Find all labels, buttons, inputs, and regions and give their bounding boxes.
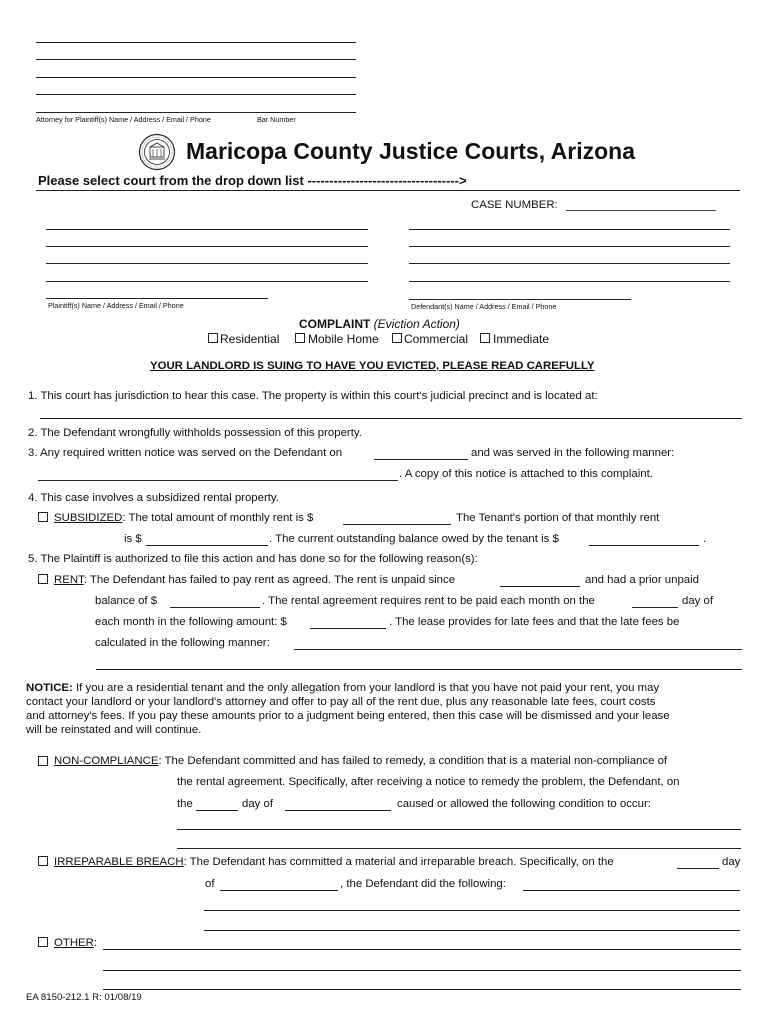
breach-detail-field-2[interactable] (204, 930, 740, 931)
monthly-amount-text: each month in the following amount: $ (95, 616, 287, 628)
breach-detail-field-1[interactable] (204, 910, 740, 911)
plaintiff-line-2[interactable] (46, 246, 368, 247)
non-compliance-label: NON-COMPLIANCE (54, 755, 159, 767)
non-compliance-day-of: day of (242, 798, 274, 810)
item-3-text: 3. Any required written notice was served on the Defendant on (28, 447, 343, 459)
other-field-2[interactable] (103, 970, 741, 971)
mobile-home-label: Mobile Home (308, 332, 379, 346)
attorney-line-4[interactable] (36, 94, 356, 95)
other-colon: : (93, 937, 98, 949)
case-number-field[interactable] (566, 210, 716, 211)
breach-day-field[interactable] (677, 868, 719, 869)
non-compliance-condition-field-2[interactable] (177, 848, 741, 849)
subsidized-label: SUBSIDIZED (54, 512, 123, 524)
notice-line-4: will be reinstated and will continue. (26, 724, 202, 736)
commercial-checkbox[interactable] (392, 333, 402, 343)
tenant-portion-field[interactable] (146, 545, 268, 546)
balance-owed-field[interactable] (589, 545, 699, 546)
non-compliance-month-field[interactable] (285, 810, 391, 811)
rent-unpaid-since-field[interactable] (500, 586, 580, 587)
breach-day-label: day (722, 856, 741, 868)
item-3-attached-text: . A copy of this notice is attached to this complaint. (399, 468, 653, 480)
residential-label: Residential (220, 332, 280, 346)
rent-checkbox[interactable] (38, 574, 48, 584)
other-label: OTHER (54, 937, 94, 949)
late-fees-calc-field-2[interactable] (96, 669, 742, 670)
day-of-text: day of (682, 595, 714, 607)
form-footer-code: EA 8150-212.1 R: 01/08/19 (26, 992, 142, 1003)
non-compliance-text: : The Defendant committed and has failed to remedy, a condition that is a material non-compliance of (158, 755, 668, 767)
non-compliance-line-1 (54, 754, 667, 768)
breach-month-field[interactable] (220, 890, 338, 891)
county-seal-icon (138, 133, 176, 171)
item-1-text: 1. This court has jurisdiction to hear this case. The property is within this court's judicial precinct and is located at: (28, 390, 598, 402)
subsidized-line-1 (54, 511, 313, 525)
tenant-portion-is: is $ (124, 533, 142, 545)
attorney-line-3[interactable] (36, 77, 356, 78)
complaint-subtitle: (Eviction Action) (373, 317, 460, 331)
attorney-line-2[interactable] (36, 59, 356, 60)
defendant-line-2[interactable] (409, 246, 730, 247)
commercial-label: Commercial (404, 332, 469, 346)
irreparable-breach-label: IRREPARABLE BREACH (54, 856, 184, 868)
eviction-warning: YOUR LANDLORD IS SUING TO HAVE YOU EVICTED, PLEASE READ CAREFULLY (150, 360, 595, 372)
plaintiff-line-3[interactable] (46, 263, 368, 264)
property-location-field[interactable] (40, 418, 742, 419)
rent-unpaid-text: : The Defendant has failed to pay rent as agreed. The rent is unpaid since (83, 574, 456, 586)
plaintiff-label: Plaintiff(s) Name / Address / Email / Phone (48, 301, 184, 310)
breach-of-label: of (205, 878, 215, 890)
balance-of-text: balance of $ (95, 595, 158, 607)
late-fees-calc-text: calculated in the following manner: (95, 637, 270, 649)
attorney-line-1[interactable] (36, 42, 356, 43)
attorney-label: Attorney for Plaintiff(s) Name / Address / Email / Phone (36, 115, 211, 124)
item-3-manner-text: and was served in the following manner: (471, 447, 675, 459)
rent-label: RENT (54, 574, 84, 586)
notice-text-1: If you are a residential tenant and the only allegation from your landlord is that you have not paid your rent, you may (76, 682, 660, 694)
non-compliance-day-field[interactable] (196, 810, 238, 811)
item-4-text: 4. This case involves a subsidized rental property. (28, 492, 279, 504)
plaintiff-line-5[interactable] (46, 298, 268, 299)
breach-did-following: , the Defendant did the following: (340, 878, 506, 890)
tenant-portion-text: The Tenant's portion of that monthly rent (456, 512, 660, 524)
late-fees-text: . The lease provides for late fees and that the late fees be (389, 616, 680, 628)
non-compliance-condition-field-1[interactable] (177, 829, 741, 830)
complaint-title (299, 317, 460, 331)
court-title: Maricopa County Justice Courts, Arizona (186, 138, 635, 164)
other-field-1[interactable] (103, 949, 741, 950)
other-checkbox[interactable] (38, 937, 48, 947)
plaintiff-line-4[interactable] (46, 281, 368, 282)
breach-following-field[interactable] (523, 890, 740, 891)
case-number-label: CASE NUMBER: (471, 199, 558, 211)
non-compliance-condition-text: caused or allowed the following condition to occur: (397, 798, 651, 810)
mobile-home-checkbox[interactable] (295, 333, 305, 343)
rent-line-1 (54, 573, 455, 587)
defendant-label: Defendant(s) Name / Address / Email / Phone (411, 302, 557, 311)
notice-served-date-field[interactable] (374, 459, 468, 460)
notice-line-1 (26, 681, 659, 695)
irreparable-breach-text: : The Defendant has committed a material and irreparable breach. Specifically, on the (183, 856, 614, 868)
notice-manner-field[interactable] (38, 480, 398, 481)
notice-line-3: and attorney's fees. If you pay these amounts prior to a judgment being entered, then this case will be dismissed and your lease (26, 710, 670, 722)
other-line (54, 936, 97, 950)
prior-balance-field[interactable] (170, 607, 260, 608)
item-5-text: 5. The Plaintiff is authorized to file this action and has done so for the following reason(s): (28, 553, 478, 565)
complaint-title-text: COMPLAINT (299, 317, 371, 331)
immediate-label: Immediate (493, 332, 550, 346)
balance-owed-period: . (703, 533, 707, 545)
residential-checkbox[interactable] (208, 333, 218, 343)
non-compliance-the: the (177, 798, 193, 810)
subsidized-checkbox[interactable] (38, 512, 48, 522)
plaintiff-line-1[interactable] (46, 229, 368, 230)
defendant-line-1[interactable] (409, 229, 730, 230)
irreparable-breach-checkbox[interactable] (38, 856, 48, 866)
attorney-line-5[interactable] (36, 112, 356, 113)
court-select-underline (36, 190, 740, 191)
monthly-amount-field[interactable] (310, 628, 386, 629)
rent-due-day-field[interactable] (632, 607, 678, 608)
non-compliance-line-2: the rental agreement. Specifically, after receiving a notice to remedy the problem, the Defendant, on (177, 776, 680, 788)
defendant-line-3[interactable] (409, 263, 730, 264)
irreparable-breach-line-1 (54, 855, 614, 869)
late-fees-calc-field-1[interactable] (294, 649, 742, 650)
item-2-text: 2. The Defendant wrongfully withholds possession of this property. (28, 427, 362, 439)
immediate-checkbox[interactable] (480, 333, 490, 343)
court-select-dropdown[interactable]: Please select court from the drop down list -----------------------------------> (38, 173, 467, 188)
subsidized-rent-text: : The total amount of monthly rent is $ (122, 512, 314, 524)
notice-label: NOTICE: (26, 682, 73, 694)
monthly-rent-field[interactable] (343, 524, 451, 525)
notice-line-2: contact your landlord or your landlord's attorney and offer to pay all of the rent due, plus any reasonable late fees, court costs (26, 696, 656, 708)
bar-number-label: Bar Number (257, 115, 296, 124)
balance-owed-text: . The current outstanding balance owed by the tenant is $ (269, 533, 559, 545)
rent-due-day-text: . The rental agreement requires rent to be paid each month on the (262, 595, 595, 607)
defendant-line-4[interactable] (409, 281, 730, 282)
defendant-line-5[interactable] (409, 299, 631, 300)
prior-unpaid-text: and had a prior unpaid (585, 574, 699, 586)
other-field-3[interactable] (103, 989, 741, 990)
non-compliance-checkbox[interactable] (38, 756, 48, 766)
